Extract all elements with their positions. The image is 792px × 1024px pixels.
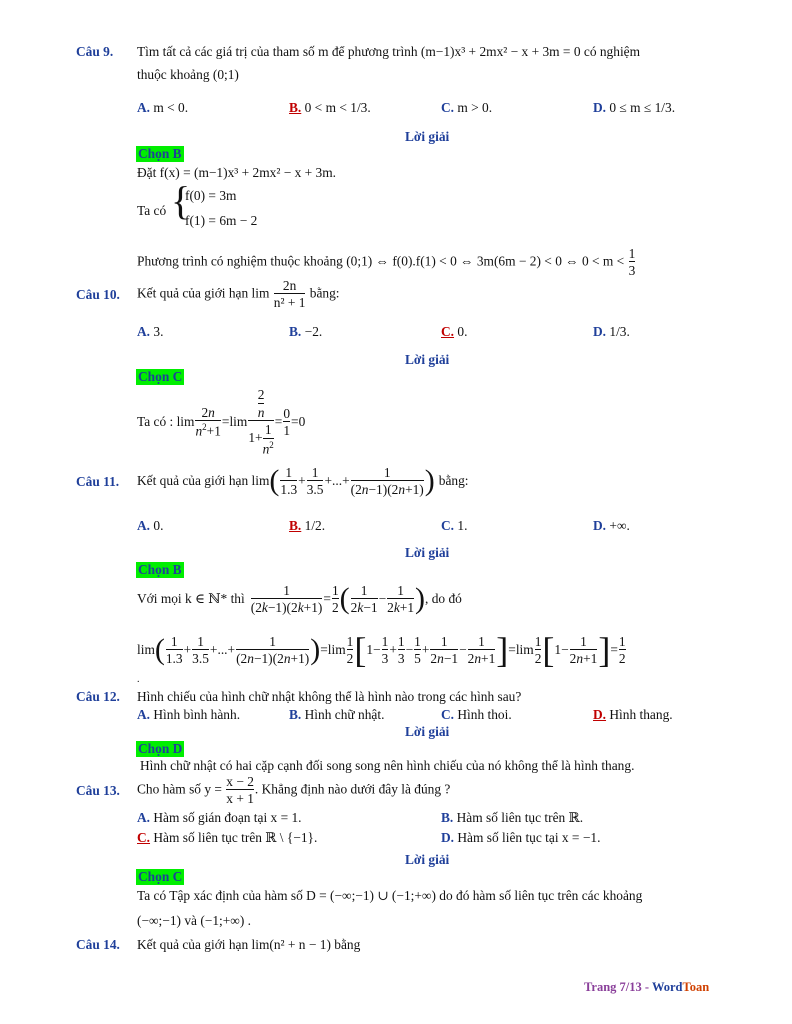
q9-system-eq1: f(0) = 3m: [185, 188, 237, 203]
q9-chosen-answer: Chọn B: [138, 146, 182, 161]
question-10-stem: [137, 278, 340, 311]
page-number: Trang 7/13: [584, 980, 642, 994]
option-letter: A.: [137, 324, 151, 339]
option-text: −2.: [304, 324, 323, 339]
option-text: 0.: [153, 518, 164, 533]
q12-option-b[interactable]: [289, 707, 384, 723]
q13-option-b[interactable]: [441, 810, 583, 826]
option-letter: D.: [593, 324, 607, 339]
identity-text-end: , do đó: [425, 591, 462, 606]
option-letter: A.: [137, 810, 151, 825]
fraction: $\frac{2n}{n^2+1}$: [195, 404, 221, 439]
option-letter-correct: B.: [289, 518, 302, 533]
option-letter: D.: [593, 518, 607, 533]
q12-option-d[interactable]: [593, 707, 673, 723]
option-letter: C.: [441, 518, 455, 533]
q13-chosen-answer: Chọn C: [138, 869, 183, 884]
brand-word: Word: [651, 980, 683, 994]
question-13-label: Câu 13.: [76, 783, 120, 798]
q9-solution-line1: Đặt f(x) = (m−1)x³ + 2mx² − x + 3m.: [137, 165, 337, 180]
fraction: $\frac{2}{n}$ 1+ $\frac{1}{n^2}$: [248, 387, 274, 457]
system-brace-icon: {: [171, 178, 191, 223]
q11-option-b[interactable]: [289, 518, 325, 534]
q13-option-c[interactable]: [137, 830, 317, 846]
question-14-stem: Kết quả của giới hạn lim(n² + n − 1) bằng: [137, 937, 361, 952]
q9-solution-heading: Lời giải: [405, 129, 450, 144]
q9-option-c[interactable]: [441, 100, 492, 116]
q9-solution-line3: [137, 246, 636, 279]
option-text: 1/2.: [304, 518, 326, 533]
question-12-label: Câu 12.: [76, 689, 120, 704]
option-letter-correct: C.: [137, 830, 151, 845]
numerator: 2n: [282, 278, 297, 293]
q11-option-a[interactable]: [137, 518, 163, 534]
q13-solution-heading: Lời giải: [405, 852, 450, 867]
option-text: +∞.: [609, 518, 630, 533]
question-11-stem: Kết quả của giới hạn lim ( $\frac{1}{1.3}$ + $\frac{1}{3.5}$ +...+ $\frac{1}{(2n-1)(2n+1)}$ ) bằng:: [137, 464, 469, 497]
q12-chosen-answer: Chọn D: [138, 741, 183, 756]
q13-option-a[interactable]: [137, 810, 302, 826]
option-text: Hàm số liên tục tại x = −1.: [457, 830, 601, 845]
option-letter: A.: [137, 100, 151, 115]
option-letter: B.: [441, 810, 454, 825]
option-text: 0 < m < 1/3.: [304, 100, 371, 115]
q13-option-d[interactable]: [441, 830, 600, 846]
q9-option-d[interactable]: [593, 100, 675, 116]
option-letter: B.: [289, 707, 302, 722]
option-text: 0 ≤ m ≤ 1/3.: [609, 100, 676, 115]
option-letter-correct: D.: [593, 707, 607, 722]
denominator: n² + 1: [273, 295, 306, 311]
q10-option-c[interactable]: [441, 324, 467, 340]
question-12-stem: Hình chiếu của hình chữ nhật không thể là hình nào trong các hình sau?: [137, 689, 522, 704]
question-9-stem-line2: thuộc khoảng (0;1): [137, 67, 239, 82]
stem-text: Kết quả của giới hạn lim: [137, 473, 270, 488]
option-text: Hình chữ nhật.: [304, 707, 385, 722]
question-10-label: Câu 10.: [76, 287, 120, 302]
option-letter: C.: [441, 100, 455, 115]
question-11-label: Câu 11.: [76, 474, 120, 489]
option-text: Hàm số liên tục trên ℝ.: [456, 810, 584, 825]
option-text: 1.: [457, 518, 468, 533]
stem-text: Kết quả của giới hạn lim: [137, 285, 270, 301]
q13-explanation-line2: (−∞;−1) và (−1;+∞) .: [137, 913, 251, 928]
q10-option-a[interactable]: [137, 324, 163, 340]
q10-option-d[interactable]: [593, 324, 630, 340]
stem-text-end: bằng:: [438, 473, 469, 488]
page-footer: [584, 980, 709, 995]
option-text: Hình thoi.: [457, 707, 512, 722]
q10-option-b[interactable]: [289, 324, 322, 340]
stem-text-end: bằng:: [309, 285, 340, 301]
option-text: m > 0.: [457, 100, 493, 115]
q11-telescoping-sum: lim ( $\frac{1}{1.3}$ + $\frac{1}{3.5}$ +...+ $\frac{1}{(2n-1)(2n+1)}$ ) =lim $\frac{1}{2}$ [ 1− $\frac{1}{3}$ + $\frac{1}{3}$ − $\frac{1}{5}$ + $\frac{1}{2n-1}$ − $\frac{1}{2n+1}$ ] =lim $\frac{1}{2}$ [ 1− $\frac{1}{2n+1}$ ] = $\frac{1}{2}$: [137, 630, 626, 670]
question-14-label: Câu 14.: [76, 937, 120, 952]
option-text: 1/3.: [609, 324, 630, 339]
option-text: 0.: [457, 324, 468, 339]
question-9-stem-line1: Tìm tất cả các giá trị của tham số m để phương trình (m−1)x³ + 2mx² − x + 3m = 0 có nghiệm: [137, 44, 641, 59]
stem-text: Cho hàm số y =: [137, 781, 222, 797]
q9-taco: Ta có: [137, 203, 167, 218]
stem-text-end: . Khẳng định nào dưới đây là đúng ?: [254, 781, 451, 797]
question-13-stem: [137, 774, 450, 807]
fraction: [226, 774, 254, 807]
option-letter: B.: [289, 324, 302, 339]
q9-option-a[interactable]: [137, 100, 188, 116]
option-letter: C.: [441, 707, 455, 722]
option-text: m < 0.: [153, 100, 189, 115]
option-letter: A.: [137, 518, 151, 533]
option-letter: D.: [593, 100, 607, 115]
identity-text: Với mọi k ∈ ℕ* thì: [137, 591, 245, 606]
option-text: Hình thang.: [609, 707, 673, 722]
stray-dot: .: [137, 674, 140, 685]
q11-option-c[interactable]: [441, 518, 467, 534]
q12-solution-heading: Lời giải: [405, 724, 450, 739]
q10-solution-heading: Lời giải: [405, 352, 450, 367]
q10-solution-formula: Ta có : lim $\frac{2n}{n^2+1}$ =lim $\frac{2}{n}$ 1+ $\frac{1}{n^2}$ = $\frac{0}{1}$ =0: [137, 387, 306, 457]
question-9-label: Câu 9.: [76, 44, 114, 59]
option-letter-correct: B.: [289, 100, 302, 115]
fraction: $\frac{1}{3}$: [628, 246, 636, 279]
q11-solution-heading: Lời giải: [405, 545, 450, 560]
option-letter-correct: C.: [441, 324, 455, 339]
option-text: 3.: [153, 324, 164, 339]
q9-option-b[interactable]: [289, 100, 371, 116]
option-text: Hàm số liên tục trên ℝ \ {−1}.: [153, 830, 318, 845]
fraction: $\frac{0}{1}$: [283, 405, 291, 438]
footer-separator: -: [641, 980, 652, 994]
q13-explanation-line1: Ta có Tập xác định của hàm số D = (−∞;−1) ∪ (−1;+∞) do đó hàm số liên tục trên các khoảng: [137, 888, 643, 903]
option-letter: A.: [137, 707, 151, 722]
q11-chosen-answer: Chọn B: [138, 562, 182, 577]
option-letter: D.: [441, 830, 455, 845]
q9-solution-line3-text: Phương trình có nghiệm thuộc khoảng (0;1) ⇔ f(0).f(1) < 0 ⇔ 3m(6m − 2) < 0 ⇔ 0 < m <: [137, 253, 625, 269]
q11-option-d[interactable]: [593, 518, 630, 534]
fraction: [274, 278, 306, 311]
denominator: x + 1: [226, 791, 254, 807]
q12-explanation: Hình chữ nhật có hai cặp cạnh đối song song nên hình chiếu của nó không thể là hình thang.: [140, 758, 635, 773]
formula-text: Ta có : lim: [137, 414, 195, 429]
option-text: Hàm số gián đoạn tại x = 1.: [153, 810, 302, 825]
option-text: Hình bình hành.: [153, 707, 241, 722]
brand-toan: Toan: [682, 980, 710, 994]
numerator: x − 2: [226, 774, 254, 789]
q9-system-eq2: f(1) = 6m − 2: [185, 213, 258, 228]
q12-option-a[interactable]: [137, 707, 240, 723]
q12-option-c[interactable]: [441, 707, 512, 723]
q10-chosen-answer: Chọn C: [138, 369, 183, 384]
q11-identity: Với mọi k ∈ ℕ* thì $\frac{1}{(2k-1)(2k+1)}$ = $\frac{1}{2}$ ( $\frac{1}{2k-1}$ − $\frac{1}{2k+1}$ ) , do đó: [137, 582, 462, 615]
